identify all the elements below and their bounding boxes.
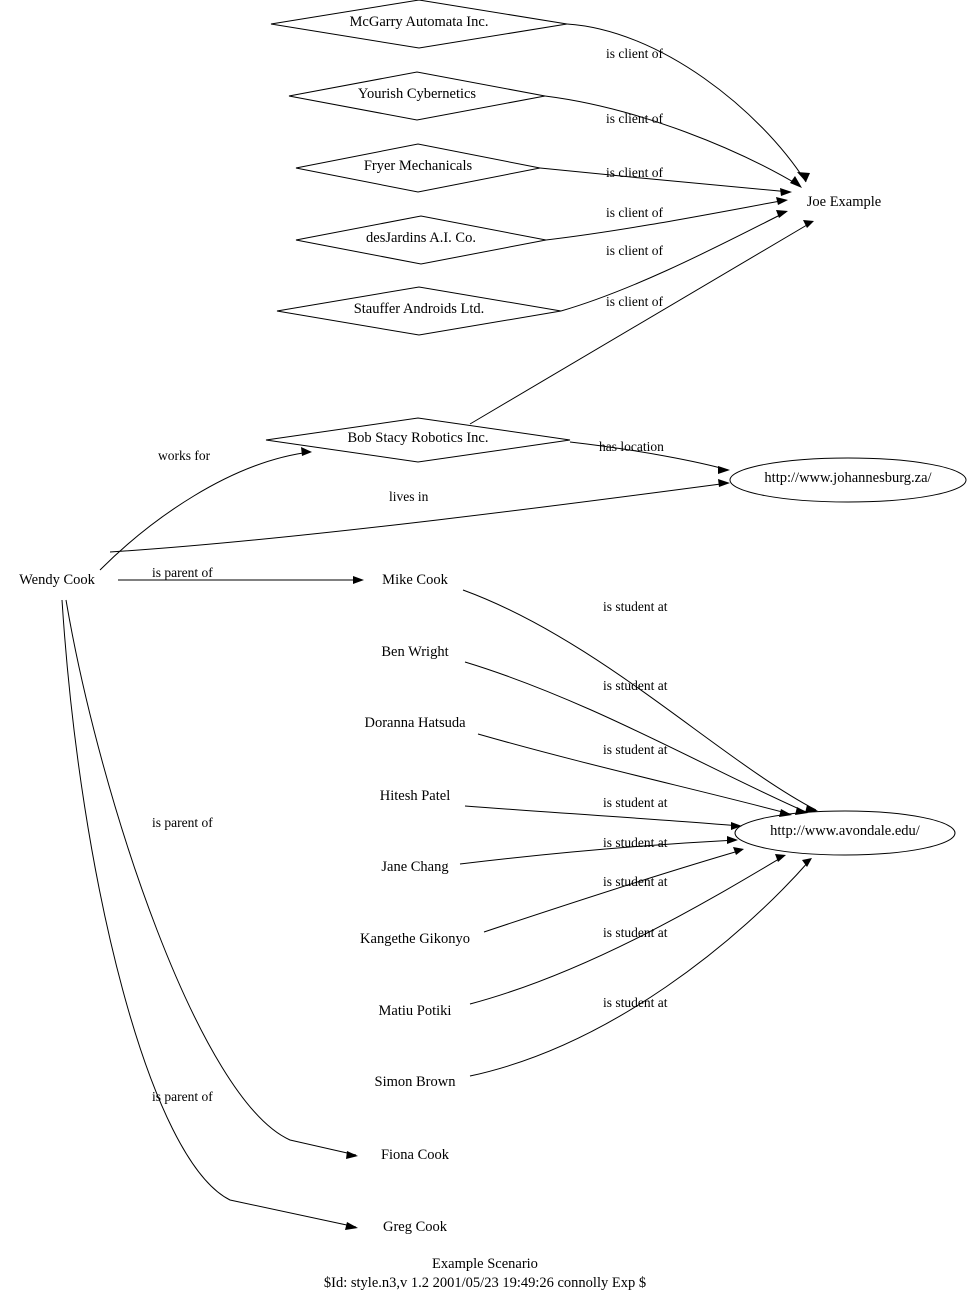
edge-simon-avondale [470, 860, 810, 1076]
node-label-simon: Simon Brown [374, 1074, 456, 1090]
edge-label-is-client-of-6: is client of [606, 294, 663, 309]
edge-desjardins-joe [546, 200, 786, 240]
arrowhead-kangethe-avondale [733, 847, 744, 855]
node-label-joe: Joe Example [806, 194, 882, 210]
edge-label-is-student-at-8: is student at [603, 995, 668, 1010]
edge-label-is-parent-of-1: is parent of [152, 565, 213, 580]
edge-jane-avondale [460, 840, 736, 864]
edge-wendy-greg [62, 600, 356, 1227]
edge-label-is-client-of-1: is client of [606, 46, 663, 61]
edge-mcgarry-joe [567, 24, 806, 182]
node-label-doranna: Doranna Hatsuda [364, 715, 466, 731]
arrowhead-wendy-fiona [346, 1151, 358, 1159]
edge-label-is-student-at-5: is student at [603, 835, 668, 850]
edge-label-is-parent-of-2: is parent of [152, 815, 213, 830]
edge-label-is-student-at-4: is student at [603, 795, 668, 810]
node-label-kangethe: Kangethe Gikonyo [360, 931, 470, 947]
node-label-hitesh: Hitesh Patel [379, 788, 451, 804]
edge-label-lives-in: lives in [389, 489, 429, 504]
arrowhead-yourish-joe [790, 176, 802, 188]
diagram-caption-title: Example Scenario [432, 1256, 538, 1272]
node-label-mcgarry: McGarry Automata Inc. [349, 14, 489, 30]
edge-label-is-client-of-3: is client of [606, 165, 663, 180]
node-label-mike: Mike Cook [382, 572, 448, 588]
node-label-bobstacy: Bob Stacy Robotics Inc. [347, 430, 489, 446]
arrowhead-mcgarry-joe [797, 172, 810, 182]
edge-label-is-student-at-3: is student at [603, 742, 668, 757]
edge-label-works-for: works for [158, 448, 211, 463]
arrowhead-wendy-mike [353, 576, 364, 584]
edge-mike-avondale [463, 590, 816, 810]
edge-label-is-client-of-4: is client of [606, 205, 663, 220]
edge-stauffer-joe [561, 212, 786, 311]
node-label-yourish: Yourish Cybernetics [357, 86, 477, 102]
edge-kangethe-avondale [484, 850, 742, 932]
node-label-ben: Ben Wright [381, 644, 449, 660]
diagram-caption-version: $Id: style.n3,v 1.2 2001/05/23 19:49:26 connolly Exp $ [323, 1275, 647, 1291]
node-label-matiu: Matiu Potiki [378, 1003, 452, 1019]
edge-wendy-fiona [66, 600, 356, 1155]
edge-wendy-bobstacy [100, 452, 310, 570]
edge-label-is-student-at-2: is student at [603, 678, 668, 693]
arrowhead-stauffer-joe [776, 210, 788, 218]
node-label-wendy: Wendy Cook [19, 572, 95, 588]
edge-label-is-student-at-6: is student at [603, 874, 668, 889]
node-label-stauffer: Stauffer Androids Ltd. [353, 301, 485, 317]
edge-label-is-student-at-7: is student at [603, 925, 668, 940]
node-label-desjardins: desJardins A.I. Co. [366, 230, 476, 246]
edge-label-is-client-of-5: is client of [606, 243, 663, 258]
arrowhead-doranna-avondale [779, 809, 792, 817]
edge-label-is-student-at-1: is student at [603, 599, 668, 614]
node-label-avondale: http://www.avondale.edu/ [770, 823, 920, 839]
edge-label-has-location: has location [599, 439, 664, 454]
arrowhead-wendy-greg [345, 1222, 358, 1230]
arrowhead-wendy-johannesburg [718, 479, 730, 487]
node-label-greg: Greg Cook [382, 1219, 448, 1235]
edge-label-is-client-of-2: is client of [606, 111, 663, 126]
edge-label-is-parent-of-3: is parent of [152, 1089, 213, 1104]
edge-fryer-joe [540, 168, 790, 192]
node-label-johannesburg: http://www.johannesburg.za/ [764, 470, 932, 486]
node-label-fryer: Fryer Mechanicals [363, 158, 473, 174]
arrowhead-bobstacy-johannesburg [718, 466, 730, 474]
arrowhead-simon-avondale [802, 858, 812, 867]
arrowhead-wendy-bobstacy [301, 447, 312, 456]
node-label-jane: Jane Chang [381, 859, 449, 875]
node-label-fiona: Fiona Cook [380, 1147, 450, 1163]
